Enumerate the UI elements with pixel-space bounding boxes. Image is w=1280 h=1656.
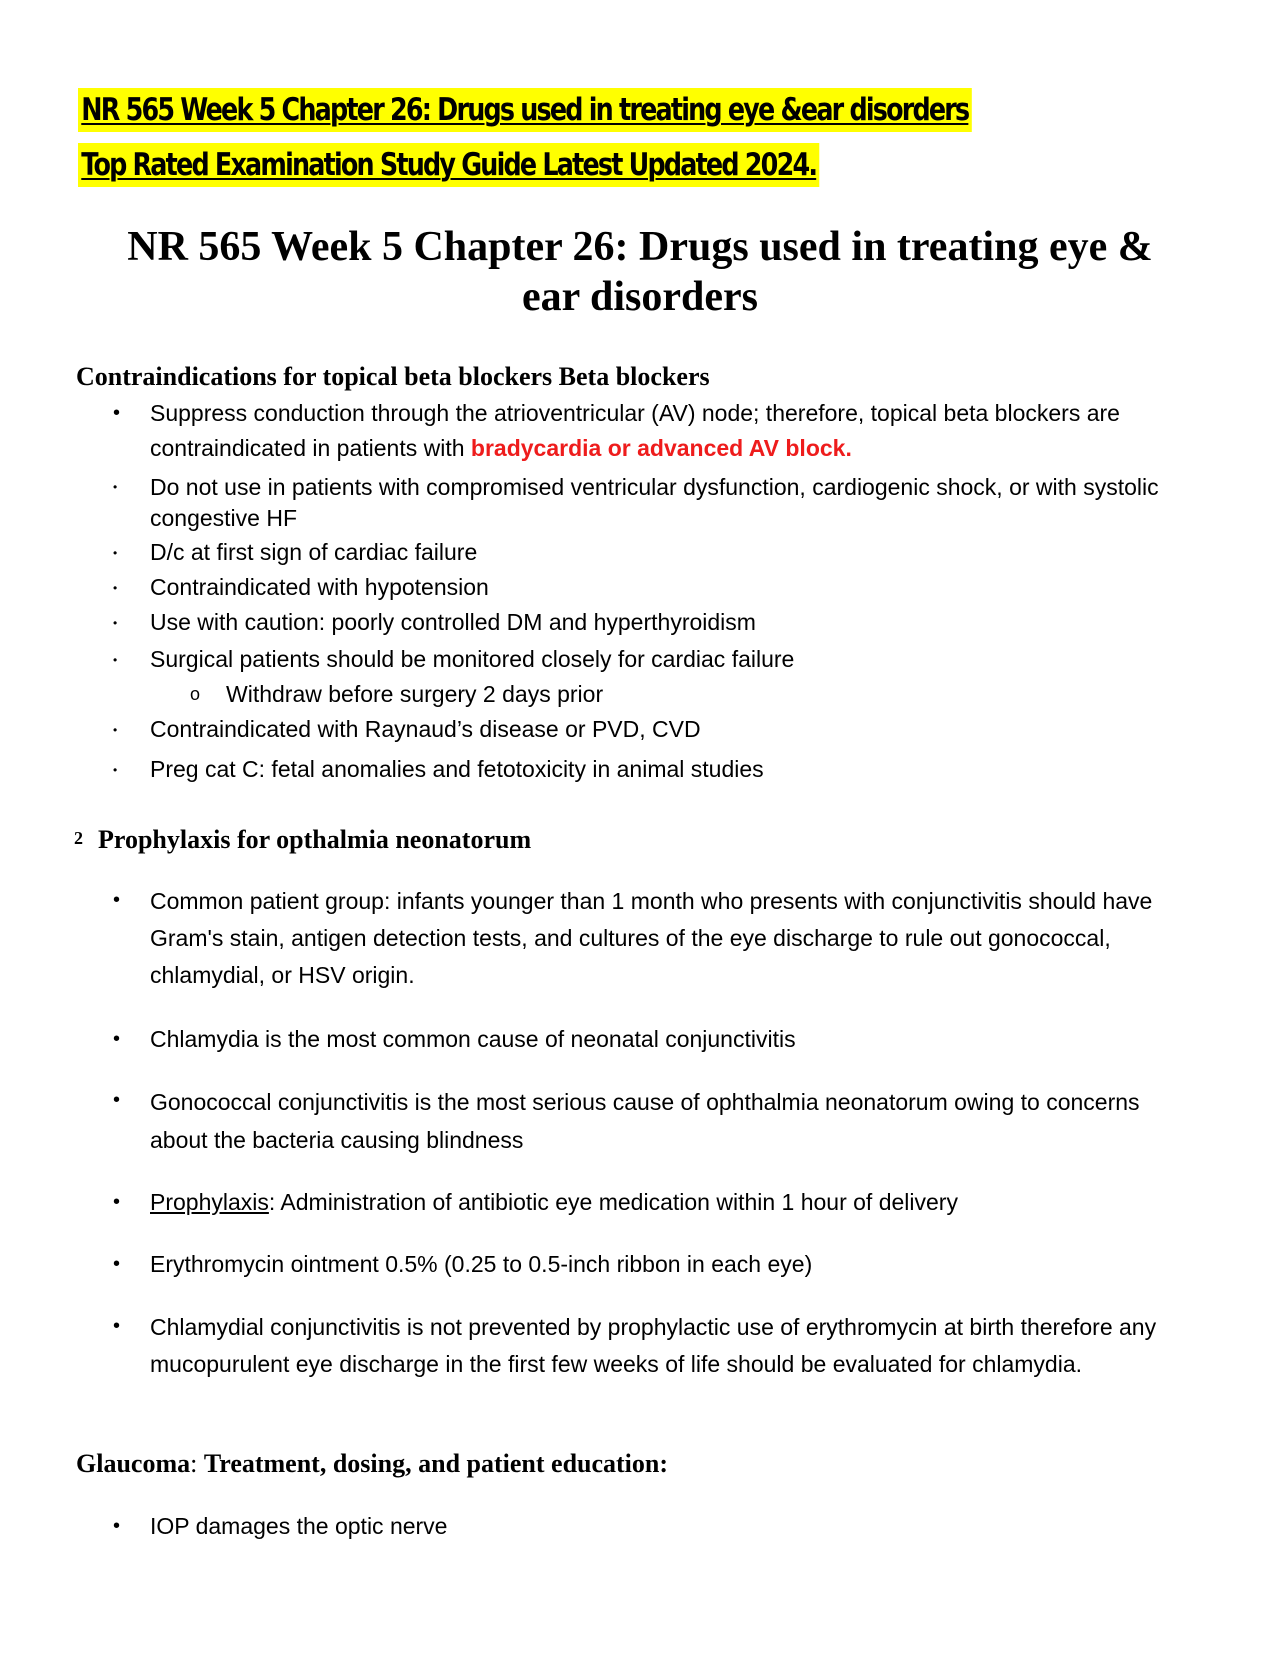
bullet-icon: • — [113, 1028, 121, 1050]
bullet-icon: • — [113, 1191, 121, 1213]
list-item-av-node — [150, 396, 1200, 466]
list-item-ventricular: Do not use in patients with compromised ventricular dysfunction, cardiogenic shock, or with systolic congestive HF — [150, 474, 1159, 531]
list-item-chlamydia: Chlamydia is the most common cause of neonatal conjunctivitis — [150, 1026, 796, 1052]
list-item-hypotension: Contraindicated with hypotension — [150, 574, 489, 600]
glaucoma-subtitle: Treatment, dosing, and patient education: — [203, 1449, 669, 1478]
page-title-line-1: NR 565 Week 5 Chapter 26: Drugs used in treating eye & — [127, 224, 1153, 270]
bullet-icon: • — [113, 723, 118, 737]
page-title — [60, 222, 1220, 322]
bullet-icon: • — [113, 546, 118, 560]
bullet-icon: • — [113, 1515, 121, 1537]
sub-bullet-icon: o — [190, 684, 201, 704]
highlighted-title-line-2 — [78, 143, 982, 187]
section-heading-glaucoma — [76, 1448, 668, 1480]
list-item-raynauds: Contraindicated with Raynaud’s disease or PVD, CVD — [150, 716, 701, 742]
list-item-caution: Use with caution: poorly controlled DM and hyperthyroidism — [150, 609, 756, 635]
bullet-icon: • — [113, 1253, 121, 1275]
list-item-iop: IOP damages the optic nerve — [150, 1513, 448, 1539]
highlighted-title-text-1: NR 565 Week 5 Chapter 26: Drugs used in treating eye &ear disorders — [78, 88, 972, 132]
list-item-preg-cat: Preg cat C: fetal anomalies and fetotoxicity in animal studies — [150, 756, 764, 782]
list-item-erythromycin: Erythromycin ointment 0.5% (0.25 to 0.5-inch ribbon in each eye) — [150, 1251, 813, 1277]
highlighted-warning: bradycardia or advanced AV block. — [470, 435, 852, 461]
list-item-text: Suppress conduction through the atrioventricular (AV) node; therefore, topical beta blockers are contraindicated in patients with — [150, 400, 1120, 461]
bullet-icon: • — [113, 480, 118, 494]
sub-list-item-withdraw: Withdraw before surgery 2 days prior — [226, 681, 604, 707]
bullet-icon: • — [113, 763, 118, 777]
bullet-icon: • — [113, 616, 118, 630]
bullet-icon: • — [113, 1089, 121, 1111]
highlighted-title-text-2: Top Rated Examination Study Guide Latest Updated 2024. — [78, 143, 819, 187]
prophylaxis-label: Prophylaxis — [150, 1189, 269, 1215]
highlighted-title-line-1 — [78, 88, 1168, 132]
prophylaxis-text: : Administration of antibiotic eye medication within 1 hour of delivery — [268, 1189, 958, 1215]
page-title-line-2: ear disorders — [521, 274, 759, 320]
section-heading-beta-blockers: Contraindications for topical beta blockers Beta blockers — [76, 362, 710, 391]
section-number-marker: 2 — [74, 828, 83, 848]
bullet-icon: • — [113, 889, 121, 911]
glaucoma-label: Glaucoma — [76, 1449, 191, 1478]
list-item-chlamydial-conjunctivitis: Chlamydial conjunctivitis is not prevented by prophylactic use of erythromycin at birth therefore any mucopurulent eye discharge in the first few weeks of life should be evaluated for chlamydia. — [150, 1314, 1157, 1377]
bullet-icon: • — [113, 402, 121, 424]
list-item-gonococcal: Gonococcal conjunctivitis is the most serious cause of ophthalmia neonatorum owing to concerns about the bacteria causing blindness — [150, 1089, 1140, 1153]
bullet-icon: • — [113, 1315, 121, 1337]
list-item-patient-group: Common patient group: infants younger than 1 month who presents with conjunctivitis should have Gram's stain, antigen detection tests, and cultures of the eye discharge to rule out gonococcal, chlamydial, or HSV origin. — [150, 888, 1153, 988]
bullet-icon: • — [113, 581, 118, 595]
list-item-prophylaxis — [150, 1185, 1200, 1220]
section-heading-prophylaxis: Prophylaxis for opthalmia neonatorum — [98, 825, 532, 854]
glaucoma-colon: : — [190, 1449, 204, 1478]
list-item-surgical: Surgical patients should be monitored closely for cardiac failure — [150, 646, 795, 672]
list-item-cardiac-failure: D/c at first sign of cardiac failure — [150, 539, 478, 565]
bullet-icon: • — [113, 653, 118, 667]
